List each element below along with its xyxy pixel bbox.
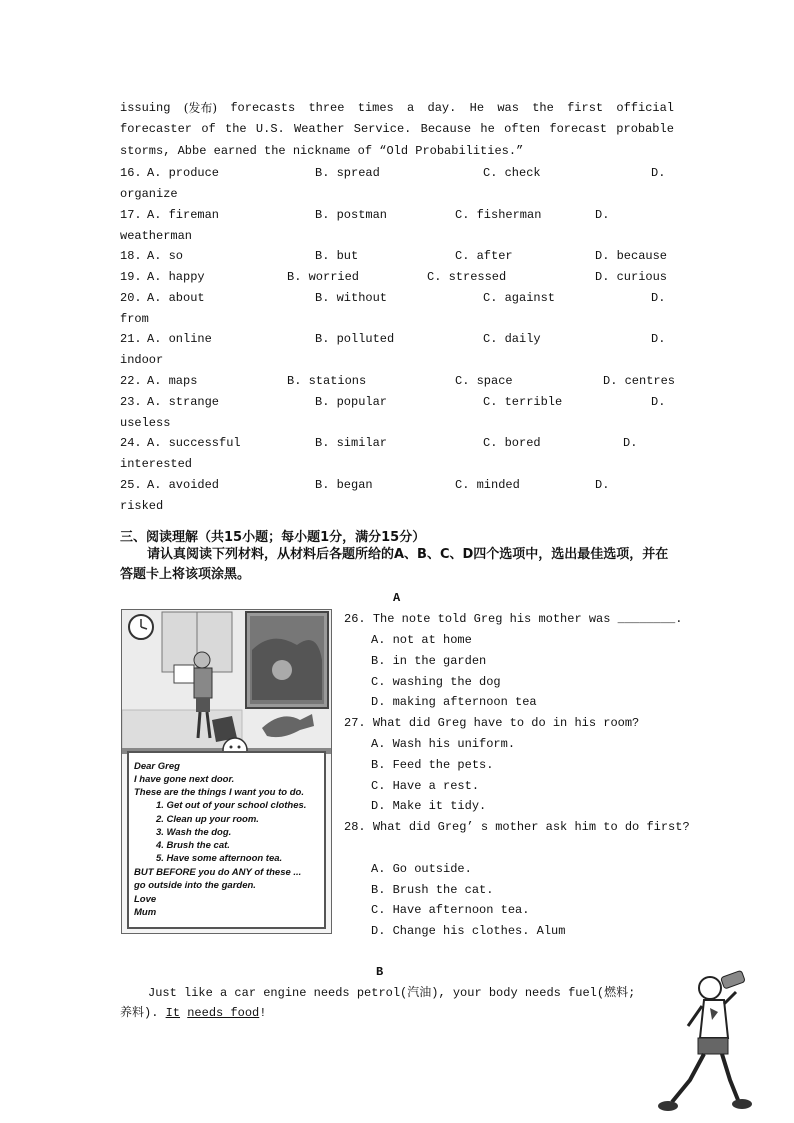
option-d-wrapped: organize [120,187,178,201]
option-d: D. curious [595,270,668,284]
question-number: 23. [120,395,142,409]
option-b: B. stations [287,374,367,388]
passage-word: forecast [549,122,607,136]
option-c: C. daily [483,332,541,346]
option-d: D. [623,436,638,450]
option: C. Have a rest. [371,779,480,793]
option: D. Change his clothes. Alum [371,924,566,938]
note-item: 4. Brush the cat. [156,840,230,851]
passage-word: times [357,101,394,115]
note-line-2: These are the things I want you to do. [134,787,304,798]
question-number: 16. [120,166,142,180]
passage-word: forecaster [120,122,193,136]
option-d-wrapped: indoor [120,353,164,367]
question-number: 21. [120,332,142,346]
passage-word: often [504,122,541,136]
option-a: A. online [147,332,212,346]
option: B. Feed the pets. [371,758,494,772]
note-warning-2: go outside into the garden. [134,880,256,891]
passage-a-label: A [393,591,401,605]
passage-word: probable [616,122,674,136]
option: D. Make it tidy. [371,799,487,813]
note-item: 3. Wash the dog. [156,827,232,838]
passage-word: Weather [294,122,345,136]
question-number: 17. [120,208,142,222]
option-b: B. popular [315,395,388,409]
option-b: B. spread [315,166,380,180]
option: B. in the garden [371,654,487,668]
option-c: C. bored [483,436,541,450]
passage-word: He [469,101,485,115]
option-b: B. polluted [315,332,395,346]
question-stem: 26. The note told Greg his mother was ________. [344,612,683,626]
option-d: D. [595,208,610,222]
section-heading: 三、阅读理解（共15小题；每小题1分，满分15分） [120,530,426,545]
passage-word: the [532,101,554,115]
option-c: C. terrible [483,395,563,409]
passage-b-label: B [376,965,384,979]
option-d-wrapped: weatherman [120,229,193,243]
question-number: 24. [120,436,142,450]
option-c: C. space [455,374,513,388]
option-a: A. so [147,249,184,263]
option: A. Wash his uniform. [371,737,516,751]
option-d: D. [651,166,666,180]
passage-word: three [308,101,345,115]
option-a: A. about [147,291,205,305]
option-a: A. fireman [147,208,220,222]
option-c: C. after [455,249,513,263]
runner-drinking-illustration [652,968,762,1118]
option-d: D. [651,332,666,346]
option-b: B. worried [287,270,360,284]
passage-line-3: storms, Abbe earned the nickname of “Old Probabilities.” [120,144,524,158]
option-a: A. strange [147,395,220,409]
option-c: C. against [483,291,556,305]
option-c: C. check [483,166,541,180]
note-item: 1. Get out of your school clothes. [156,800,307,811]
passage-word: he [480,122,495,136]
option-b: B. began [315,478,373,492]
passage-word: Because [420,122,472,136]
note-closing: Love [134,894,157,905]
question-stem: 28. What did Greg’ s mother ask him to do first? [344,820,690,834]
passage-word: issuing [120,101,171,115]
passage-line-2 [120,121,674,137]
passage-word: U.S. [255,122,285,136]
note-item: 5. Have some afternoon tea. [156,853,283,864]
option: D. making afternoon tea [371,695,537,709]
option-d: D. centres [603,374,676,388]
passage-word: of [201,122,216,136]
option-d-wrapped: from [120,312,149,326]
option-d: D. because [595,249,668,263]
option-a: A. successful [147,436,241,450]
note-line-1: I have gone next door. [134,774,235,785]
option: B. Brush the cat. [371,883,494,897]
note-greeting: Dear Greg [134,761,180,772]
passage-word: first [567,101,604,115]
option-a: A. produce [147,166,220,180]
passage-word: the [225,122,247,136]
option-d-wrapped: interested [120,457,193,471]
passage-word: was [497,101,519,115]
option-d: D. [651,395,666,409]
option-d-wrapped: risked [120,499,164,513]
passage-word: official [616,101,674,115]
option-c: C. stressed [427,270,507,284]
note-warning-1: BUT BEFORE you do ANY of these ... [134,867,302,878]
passage-word: a [407,101,415,115]
passage-word: (发布) [183,101,218,115]
passage-word: day. [427,101,457,115]
option-a: A. avoided [147,478,220,492]
passage-word: Service. [353,122,412,136]
option: A. not at home [371,633,472,647]
passage-b-line-2: 养料). It needs food! [120,1006,267,1020]
option-d: D. [595,478,610,492]
option-b: B. without [315,291,388,305]
option-c: C. minded [455,478,520,492]
option: C. Have afternoon tea. [371,903,530,917]
question-number: 19. [120,270,142,284]
question-stem: 27. What did Greg have to do in his room? [344,716,640,730]
note-signature: Mum [134,907,157,918]
passage-word: forecasts [230,101,296,115]
option-a: A. happy [147,270,205,284]
option-b: B. similar [315,436,388,450]
option-c: C. fisherman [455,208,542,222]
option-d: D. [651,291,666,305]
option-a: A. maps [147,374,198,388]
question-number: 18. [120,249,142,263]
note-item: 2. Clean up your room. [156,814,259,825]
option-b: B. but [315,249,359,263]
question-number: 22. [120,374,142,388]
option: C. washing the dog [371,675,501,689]
passage-b-line-1: Just like a car engine needs petrol(汽油), your body needs fuel(燃料; [148,986,636,1000]
question-number: 25. [120,478,142,492]
section-instruction: 请认真阅读下列材料，从材料后各题所给的A、B、C、D四个选项中，选出最佳选项，并在答题卡上将该项涂黑。 [120,547,669,582]
passage-line-1 [120,100,674,116]
option: A. Go outside. [371,862,472,876]
option-d-wrapped: useless [120,416,171,430]
question-number: 20. [120,291,142,305]
option-b: B. postman [315,208,388,222]
